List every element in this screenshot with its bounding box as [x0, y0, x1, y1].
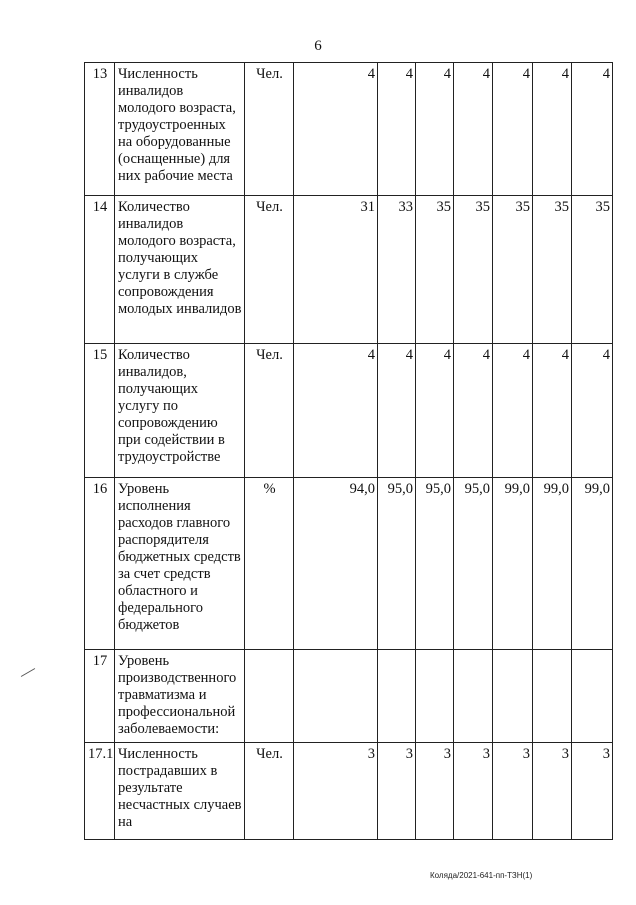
value-cell: 99,0	[572, 478, 613, 650]
value-cell: 3	[533, 743, 572, 840]
table-row	[85, 650, 613, 743]
indicator-name: Численность пострадавших в результате несчастных случаев на	[115, 743, 245, 840]
value-cell: 4	[493, 344, 533, 478]
value-cell: 95,0	[416, 478, 454, 650]
row-number: 15	[85, 344, 115, 478]
row-number: 17	[85, 650, 115, 743]
value-cell	[454, 650, 493, 743]
value-cell: 4	[378, 344, 416, 478]
unit-of-measure: %	[245, 478, 294, 650]
value-cell: 99,0	[533, 478, 572, 650]
value-cell: 35	[572, 196, 613, 344]
value-cell: 31	[294, 196, 378, 344]
row-number: 17.1	[85, 743, 115, 840]
value-cell: 4	[454, 344, 493, 478]
value-cell: 3	[493, 743, 533, 840]
table-row	[85, 344, 613, 478]
indicator-name: Количество инвалидов молодого возраста, получающих услуги в службе сопровождения молодых инвалидов	[115, 196, 245, 344]
value-cell: 4	[533, 344, 572, 478]
value-cell	[572, 650, 613, 743]
value-cell: 94,0	[294, 478, 378, 650]
value-cell	[294, 650, 378, 743]
value-cell: 4	[294, 63, 378, 196]
unit-of-measure: Чел.	[245, 743, 294, 840]
value-cell: 35	[454, 196, 493, 344]
table-row	[85, 743, 613, 840]
value-cell: 4	[454, 63, 493, 196]
value-cell: 3	[454, 743, 493, 840]
value-cell	[416, 650, 454, 743]
value-cell	[493, 650, 533, 743]
indicator-name: Численность инвалидов молодого возраста, трудоустроенных на оборудованные (оснащенные) для них рабочие места	[115, 63, 245, 196]
value-cell	[533, 650, 572, 743]
value-cell: 3	[416, 743, 454, 840]
value-cell	[378, 650, 416, 743]
table-row	[85, 478, 613, 650]
unit-of-measure: Чел.	[245, 63, 294, 196]
value-cell: 4	[294, 344, 378, 478]
stray-pen-mark	[21, 668, 35, 677]
value-cell: 4	[533, 63, 572, 196]
value-cell: 35	[493, 196, 533, 344]
table-row	[85, 63, 613, 196]
value-cell: 4	[416, 344, 454, 478]
value-cell: 3	[294, 743, 378, 840]
value-cell: 4	[572, 63, 613, 196]
value-cell: 95,0	[454, 478, 493, 650]
row-number: 13	[85, 63, 115, 196]
row-number: 14	[85, 196, 115, 344]
value-cell: 35	[533, 196, 572, 344]
document-footer-id: Коляда/2021-641-пп-ТЗН(1)	[430, 871, 533, 880]
unit-of-measure: Чел.	[245, 344, 294, 478]
value-cell: 4	[572, 344, 613, 478]
table-row	[85, 196, 613, 344]
value-cell: 3	[378, 743, 416, 840]
value-cell: 33	[378, 196, 416, 344]
row-number: 16	[85, 478, 115, 650]
value-cell: 4	[416, 63, 454, 196]
value-cell: 4	[378, 63, 416, 196]
value-cell: 4	[493, 63, 533, 196]
indicator-name: Уровень исполнения расходов главного распорядителя бюджетных средств за счет средств областного и федерального бюджетов	[115, 478, 245, 650]
value-cell: 95,0	[378, 478, 416, 650]
value-cell: 99,0	[493, 478, 533, 650]
page-number: 6	[314, 38, 322, 54]
indicator-name: Уровень производственного травматизма и профессиональной заболеваемости:	[115, 650, 245, 743]
value-cell: 35	[416, 196, 454, 344]
indicator-name: Количество инвалидов, получающих услугу по сопровождению при содействии в трудоустройстве	[115, 344, 245, 478]
unit-of-measure: Чел.	[245, 196, 294, 344]
value-cell: 3	[572, 743, 613, 840]
unit-of-measure	[245, 650, 294, 743]
indicators-table	[84, 62, 613, 840]
